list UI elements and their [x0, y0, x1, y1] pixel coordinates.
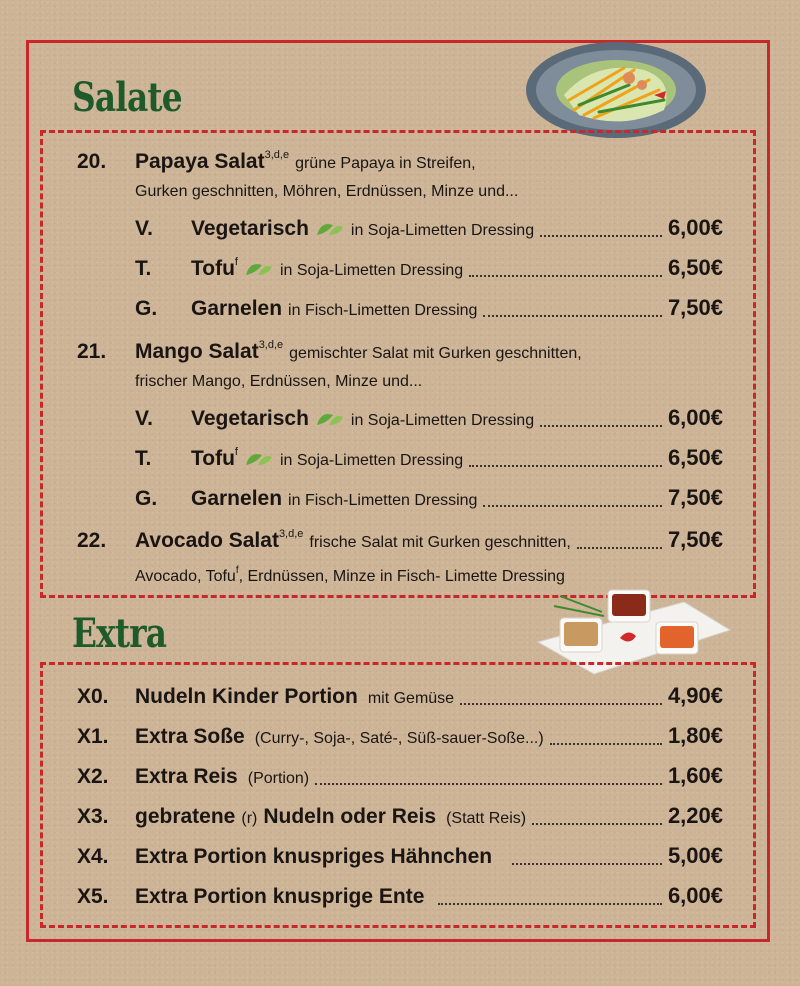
variant-row: [135, 255, 723, 281]
variant-name: Tofu$^f$: [191, 256, 238, 280]
variant-name: Vegetarisch: [191, 217, 309, 240]
item-name: Extra Portion knuspriges Hähnchen: [135, 845, 493, 868]
item-code: X4.: [77, 845, 109, 868]
item-name: Avocado Salat$^{3,d,e}$: [135, 528, 304, 552]
variant-code: V.: [135, 217, 153, 240]
item-number: 21.: [77, 340, 107, 363]
item-description-line2: Avocado, Tofu$^f$, Erdnüssen, Minze in Fisch- Limette Dressing: [135, 565, 565, 585]
price: 5,00€: [667, 843, 723, 868]
price: 1,80€: [667, 723, 723, 748]
variant-description: in Soja-Limetten Dressing: [279, 262, 464, 279]
extra-row-x2: [77, 763, 723, 789]
item-description: mit Gemüse: [367, 690, 455, 707]
menu-item-21: [77, 339, 582, 364]
price: 6,00€: [667, 883, 723, 908]
salad-plate-image: [524, 40, 708, 140]
variant-row: [135, 485, 723, 511]
variant-code: G.: [135, 297, 158, 320]
item-description: (Portion): [247, 770, 310, 787]
item-code: X2.: [77, 765, 109, 788]
variant-row: [135, 445, 723, 471]
price: 4,90€: [667, 683, 723, 708]
variant-row: [135, 215, 723, 241]
item-code: X0.: [77, 685, 109, 708]
dot-leader: [460, 703, 662, 705]
vegetarian-leaf-icon: [244, 449, 274, 467]
item-name: Extra Portion knusprige Ente: [135, 885, 425, 908]
item-number: 22.: [77, 529, 107, 552]
price: 7,50€: [667, 527, 723, 552]
item-description-line2: Gurken geschnitten, Möhren, Erdnüssen, Minze und...: [135, 183, 519, 200]
variant-description: in Soja-Limetten Dressing: [279, 452, 464, 469]
variant-code: T.: [135, 447, 152, 470]
menu-item-20: [77, 149, 476, 174]
item-name: Nudeln Kinder Portion: [135, 685, 358, 708]
vegetarian-leaf-icon: [244, 259, 274, 277]
item-number: 20.: [77, 150, 107, 173]
price: 2,20€: [667, 803, 723, 828]
vegetarian-leaf-icon: [315, 219, 345, 237]
variant-name: Garnelen: [191, 487, 283, 510]
item-description: (Statt Reis): [446, 810, 527, 827]
item-code: X1.: [77, 725, 109, 748]
price: 6,00€: [667, 405, 723, 430]
variant-description: in Fisch-Limetten Dressing: [288, 302, 478, 319]
variant-code: T.: [135, 257, 152, 280]
variant-description: in Fisch-Limetten Dressing: [288, 492, 478, 509]
variant-name: Garnelen: [191, 297, 283, 320]
menu-item-22: [77, 527, 723, 553]
variant-name: Vegetarisch: [191, 407, 309, 430]
item-name: Extra Soße: [135, 725, 245, 748]
price: 6,50€: [667, 445, 723, 470]
item-code: X3.: [77, 805, 109, 828]
item-description-line2: frischer Mango, Erdnüssen, Minze und...: [135, 373, 423, 390]
extra-row-x0: [77, 683, 723, 709]
dot-leader: [438, 903, 662, 905]
dot-leader: [532, 823, 662, 825]
item-description: grüne Papaya in Streifen,: [295, 155, 476, 172]
variant-description: in Soja-Limetten Dressing: [350, 412, 535, 429]
dot-leader: [469, 275, 662, 277]
item-name: Mango Salat$^{3,d,e}$: [135, 339, 284, 363]
item-name-continued: Nudeln oder Reis: [263, 805, 437, 828]
variant-row: [135, 405, 723, 431]
item-description: gemischter Salat mit Gurken geschnitten,: [289, 345, 582, 362]
dot-leader: [315, 783, 662, 785]
item-description: frische Salat mit Gurken geschnitten,: [309, 534, 571, 551]
price: 6,50€: [667, 255, 723, 280]
dot-leader: [550, 743, 662, 745]
item-name: gebratene: [135, 805, 236, 828]
salate-section: [40, 130, 756, 598]
price: 1,60€: [667, 763, 723, 788]
dot-leader: [540, 425, 662, 427]
dot-leader: [483, 505, 661, 507]
variant-name: Tofu$^f$: [191, 446, 238, 470]
price: 6,00€: [667, 215, 723, 240]
section-heading-extra: Extra: [72, 610, 167, 657]
variant-code: V.: [135, 407, 153, 430]
dot-leader: [483, 315, 661, 317]
item-name: Extra Reis: [135, 765, 238, 788]
variant-row: [135, 295, 723, 321]
variant-code: G.: [135, 487, 158, 510]
dot-leader: [577, 547, 662, 549]
item-description: (Curry-, Soja-, Saté-, Süß-sauer-Soße...): [254, 730, 544, 747]
variant-description: in Soja-Limetten Dressing: [350, 222, 535, 239]
extra-row-x1: [77, 723, 723, 749]
vegetarian-leaf-icon: [315, 409, 345, 427]
extra-row-x5: [77, 883, 723, 909]
extra-row-x4: [77, 843, 723, 869]
dot-leader: [512, 863, 662, 865]
dot-leader: [469, 465, 662, 467]
extra-row-x3: [77, 803, 723, 829]
dot-leader: [540, 235, 662, 237]
item-code: X5.: [77, 885, 109, 908]
item-name: Papaya Salat$^{3,d,e}$: [135, 149, 290, 173]
price: 7,50€: [667, 295, 723, 320]
section-heading-salate: Salate: [72, 74, 182, 121]
price: 7,50€: [667, 485, 723, 510]
extra-section: [40, 662, 756, 928]
item-name-note: (r): [241, 810, 258, 827]
